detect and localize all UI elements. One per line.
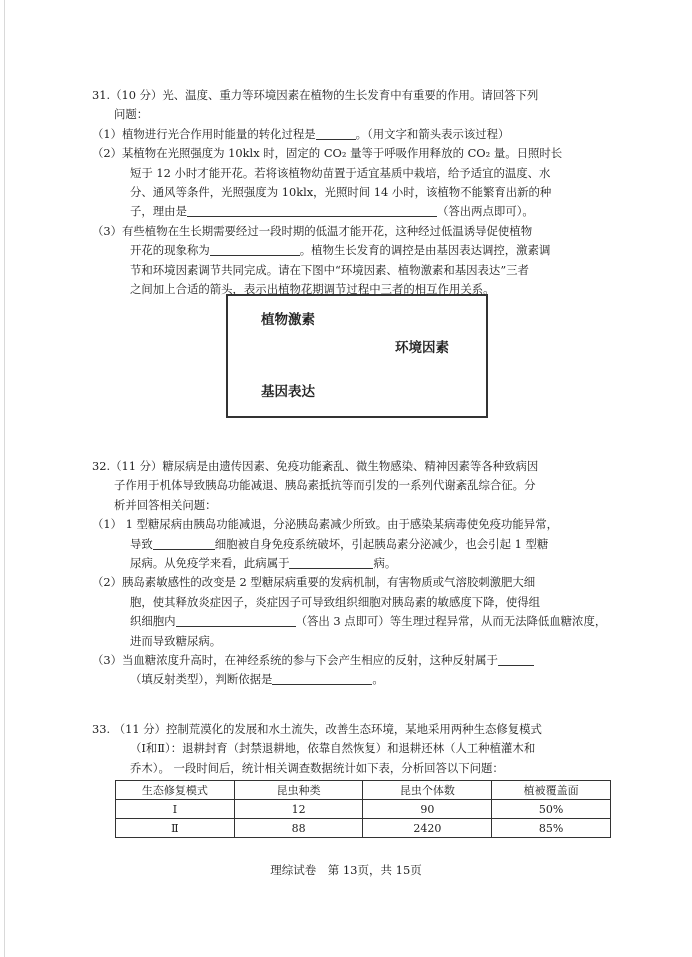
table-cell: 50%: [492, 800, 611, 819]
table-cell: 88: [234, 819, 363, 838]
table-header-cell: 昆虫个体数: [363, 781, 492, 800]
answer-blank[interactable]: [176, 613, 296, 627]
answer-blank[interactable]: [187, 203, 437, 217]
table-header-row: [116, 781, 611, 800]
q31-part2-line-1: （2）某植物在光照强度为 10klx 时，固定的 CO₂ 量等于呼吸作用释放的 CO₂ 量。日照时长: [92, 146, 563, 161]
q32-part3-line-2: （填反射类型），判断依据是 。: [130, 672, 384, 687]
answer-blank[interactable]: [289, 555, 373, 569]
table-cell: 2420: [363, 819, 492, 838]
label-plant-hormone: 植物激素: [261, 312, 315, 328]
q31-part3-line-4: 之间加上合适的箭头，表示出植物花期调节过程中三者的相互作用关系。: [130, 282, 495, 297]
table-cell: Ⅰ: [116, 800, 235, 819]
question-content-33: [92, 720, 612, 778]
table-row: [116, 800, 611, 819]
q32-part2-line-2: 胞，使其释放炎症因子，炎症因子可导致组织细胞对胰岛素的敏感度下降，使得组: [130, 594, 541, 609]
q32-part2-line-4: 进而导致糖尿病。: [130, 633, 222, 648]
table-cell: Ⅱ: [116, 819, 235, 838]
q31-part2-line-2: 短于 12 小时才能开花。若将该植物幼苗置于适宜基质中栽培，给予适宜的温度、水: [130, 165, 551, 180]
table-cell: 90: [363, 800, 492, 819]
answer-blank[interactable]: [316, 126, 356, 140]
q32-header-line-1: 32.（11 分）糖尿病是由遗传因素、免疫功能紊乱、微生物感染、精神因素等各种致病因: [92, 459, 539, 473]
q31-part3-line-1: （3）有些植物在生长期需要经过一段时期的低温才能开花，这种经过低温诱导促使植物: [92, 223, 533, 238]
label-environment-factor: 环境因素: [395, 340, 449, 356]
table-row: [116, 819, 611, 838]
question-content-32: [92, 457, 612, 690]
table-cell: 85%: [492, 819, 611, 838]
question-content: [92, 86, 612, 299]
q31-part1: （1）植物进行光合作用时能量的转化过程是 。（用文字和箭头表示该过程）: [92, 126, 510, 141]
table-header-cell: 昆虫种类: [234, 781, 363, 800]
q32-header-line-3: 析并回答相关问题：: [114, 497, 217, 512]
q32-part1-line-3: 尿病。从免疫学来看，此病属于 病。: [130, 556, 397, 571]
q31-part2-line-3: 分、通风等条件，光照强度为 10klx，光照时间 14 小时，该植物不能繁育出新的种: [130, 185, 552, 200]
ecological-restoration-table: [115, 780, 611, 838]
table-cell: 12: [234, 800, 363, 819]
q32-header-line-2: 子作用于机体导致胰岛功能减退、胰岛素抵抗等而引发的一系列代谢紊乱综合征。分: [114, 478, 536, 493]
q33-header-line-1: 33. （11 分）控制荒漠化的发展和水土流失，改善生态环境，某地采用两种生态修复模式: [92, 722, 542, 736]
q31-header-line-1: 31.（10 分）光、温度、重力等环境因素在植物的生长发育中有重要的作用。请回答下列: [92, 88, 539, 102]
answer-blank[interactable]: [210, 242, 300, 256]
q31-part3-line-3: 节和环境因素调节共同完成。请在下图中“环境因素、植物激素和基因表达”三者: [130, 262, 529, 277]
flower-regulation-diagram-box[interactable]: [226, 294, 488, 418]
q32-part1-line-1: （1） 1 型糖尿病由胰岛功能减退，分泌胰岛素减少所致。由于感染某病毒使免疫功能异常，: [92, 517, 558, 532]
table-header-cell: 生态修复模式: [116, 781, 235, 800]
page-edge: [4, 0, 5, 957]
q32-part3-line-1: （3）当血糖浓度升高时，在神经系统的参与下会产生相应的反射，这种反射属于: [92, 651, 612, 670]
q33-header-line-3: 乔木）。 一段时间后，统计相关调查数据统计如下表，分析回答以下问题：: [130, 760, 504, 775]
q32-part2-line-1: （2）胰岛素敏感性的改变是 2 型糖尿病重要的发病机制，有害物质或气溶胶刺激肥大细: [92, 575, 536, 590]
answer-blank[interactable]: [272, 671, 372, 685]
table-header-cell: 植被覆盖面: [492, 781, 611, 800]
q31-part3-line-2: 开花的现象称为 。植物生长发育的调控是由基因表达调控，激素调: [130, 243, 551, 258]
q31-header-line-2: 问题：: [114, 107, 149, 122]
answer-blank[interactable]: [153, 536, 215, 550]
q32-part2-line-3: 织细胞内 （答出 3 点即可）等生理过程异常，从而无法降低血糖浓度，: [130, 614, 607, 629]
answer-blank[interactable]: [498, 652, 534, 666]
page-footer: 理综试卷 第 13页，共 15页: [270, 863, 422, 877]
q32-part1-line-2: 导致 细胞被自身免疫系统破坏，引起胰岛素分泌减少，也会引起 1 型糖: [130, 536, 549, 551]
q33-header-line-2: （Ⅰ和Ⅱ）：退耕封育（封禁退耕地，依靠自然恢复）和退耕还林（人工种植灌木和: [130, 741, 536, 756]
label-gene-expression: 基因表达: [261, 384, 315, 400]
q31-part2-line-4: 子，理由是 （答出两点即可）。: [130, 204, 534, 219]
